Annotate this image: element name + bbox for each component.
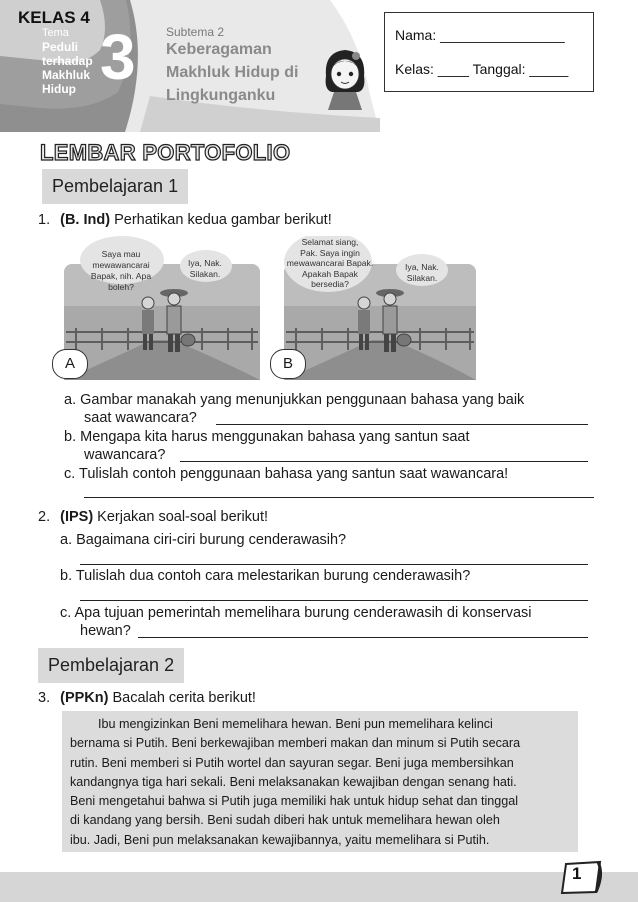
question-2c-line1: c. Apa tujuan pemerintah memelihara burung cenderawasih di konservasi (60, 605, 532, 621)
question-3 (38, 690, 256, 706)
answer-line-2c[interactable] (138, 637, 588, 638)
question-number: 1. (38, 212, 51, 228)
question-2c-line2: hewan? (80, 623, 131, 639)
footer-band (0, 872, 638, 902)
story-line: kandangnya tiga hari sekali. Beni melaksanakan kewajiban dengan senang hati. (70, 774, 517, 789)
question-1b-line2: wawancara? (84, 447, 166, 463)
name-field[interactable]: Nama: ________________ (395, 27, 565, 43)
subtheme-label: Subtema 2 (166, 25, 225, 39)
question-text: Perhatikan kedua gambar berikut! (110, 212, 332, 228)
question-2 (38, 509, 268, 525)
question-2a: a. Bagaimana ciri-ciri burung cenderawasih? (60, 532, 347, 548)
question-text: Bacalah cerita berikut! (108, 690, 256, 706)
story-box (62, 711, 578, 852)
speech-bubble-farmer-a: Iya, Nak. Silakan. (188, 258, 222, 279)
story-line: di kandang yang bersih. Beni sudah diberi hak untuk memelihara hewan oleh (70, 813, 500, 828)
image-label-b: B (270, 349, 306, 379)
girl-mascot-illustration (318, 46, 372, 110)
theme-number: 3 (100, 21, 136, 93)
theme-title: Peduli terhadap Makhluk Hidup (42, 40, 93, 96)
question-number: 2. (38, 509, 51, 525)
speech-bubble-child-b: Selamat siang, Pak. Saya ingin mewawancarai Bapak. Apakah Bapak bersedia? (286, 237, 374, 290)
question-1a-line1: a. Gambar manakah yang menunjukkan penggunaan bahasa yang baik (64, 392, 525, 408)
question-2b: b. Tulislah dua contoh cara melestarikan burung cenderawasih? (60, 568, 471, 584)
question-1 (38, 212, 332, 228)
page-number-badge (560, 860, 604, 894)
page-title: LEMBAR PORTOFOLIO (40, 140, 291, 165)
question-subject: (PPKn) (60, 690, 109, 706)
subtheme-title: Keberagaman Makhluk Hidup di Lingkunganku (166, 41, 299, 104)
answer-line-1b[interactable] (180, 461, 588, 462)
class-date-field[interactable]: Kelas: ____ Tanggal: _____ (395, 61, 569, 77)
answer-line-1c[interactable] (84, 497, 594, 498)
theme-label: Tema (42, 27, 69, 39)
story-line: Ibu mengizinkan Beni memelihara hewan. Beni pun memelihara kelinci (98, 717, 493, 731)
speech-bubble-child-a: Saya mau mewawancarai Bapak, nih. Apa boleh? (90, 249, 152, 292)
grade-label: KELAS 4 (18, 8, 90, 27)
story-line: rutin. Beni memberi si Putih wortel dan sayuran segar. Beni juga membersihkan (70, 755, 514, 770)
question-1c: c. Tulislah contoh penggunaan bahasa yang santun saat wawancara! (64, 466, 509, 482)
story-line: ibu. Jadi, Beni pun melaksanakan kewajibannya, yaitu memelihara si Putih. (70, 832, 490, 847)
image-label-a: A (52, 349, 88, 379)
student-info-box (384, 12, 594, 92)
question-text: Kerjakan soal-soal berikut! (93, 509, 269, 525)
answer-line-1a[interactable] (216, 424, 588, 425)
page-number: 1 (572, 864, 582, 883)
answer-line-2b[interactable] (80, 600, 588, 601)
answer-line-2a[interactable] (80, 564, 588, 565)
question-number: 3. (38, 690, 51, 706)
question-subject: (B. Ind) (60, 212, 111, 228)
question-1a-line2: saat wawancara? (84, 410, 197, 426)
section-heading-pembelajaran-2: Pembelajaran 2 (38, 648, 184, 683)
story-line: Beni mengetahui bahwa si Putih juga memiliki hak untuk hidup sehat dan tinggal (70, 794, 519, 809)
speech-bubble-farmer-b: Iya, Nak. Silakan. (405, 262, 439, 283)
question-1b-line1: b. Mengapa kita harus menggunakan bahasa yang santun saat (64, 429, 470, 445)
story-line: bernama si Putih. Beni berkewajiban memberi makan dan minum si Putih secara (70, 736, 521, 751)
section-heading-pembelajaran-1: Pembelajaran 1 (42, 169, 188, 204)
question-subject: (IPS) (60, 509, 94, 525)
